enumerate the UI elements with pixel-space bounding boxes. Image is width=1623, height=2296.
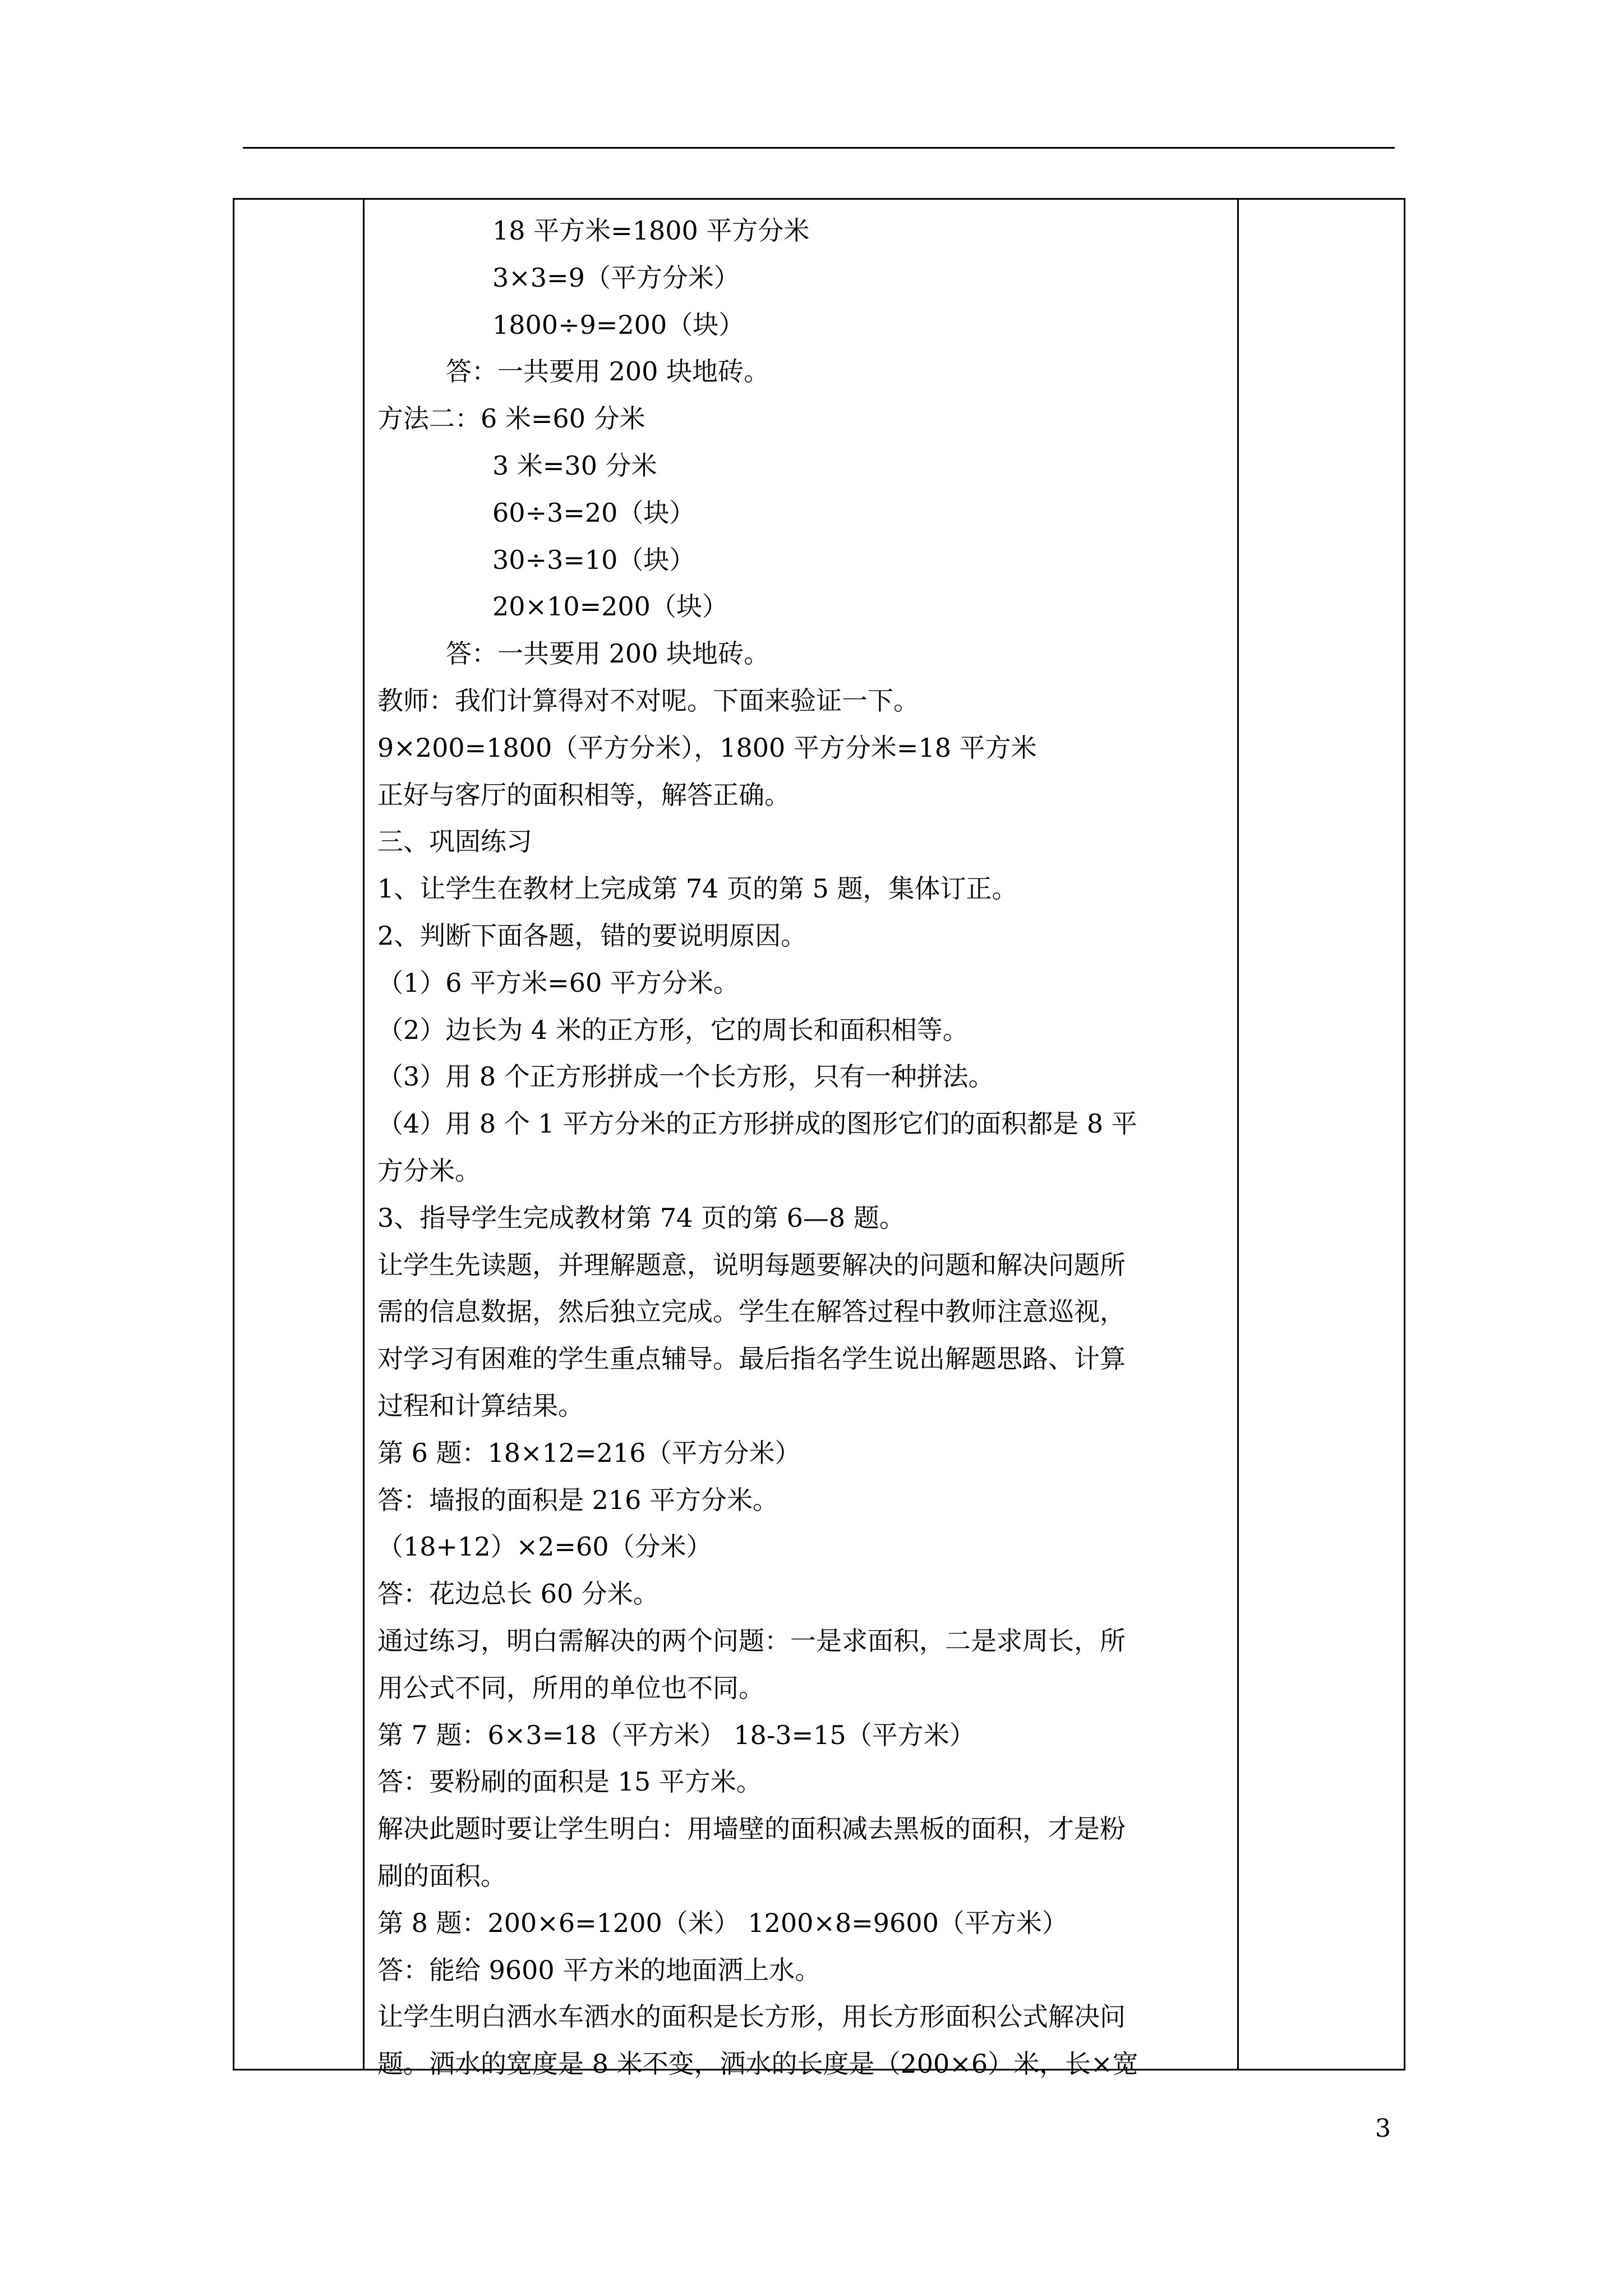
content-line: 让学生先读题，并理解题意，说明每题要解决的问题和解决问题所 — [377, 1249, 1126, 1280]
content-line: 18 平方米=1800 平方分米 — [492, 215, 810, 246]
content-line: 3、指导学生完成教材第 74 页的第 6—8 题。 — [377, 1202, 905, 1233]
content-line: 答：墙报的面积是 216 平方分米。 — [377, 1484, 779, 1515]
content-line: 30÷3=10（块） — [492, 544, 695, 575]
content-line: 第 6 题：18×12=216（平方分米） — [377, 1437, 801, 1468]
table-column-divider-left — [363, 200, 365, 2069]
content-line: 第 7 题：6×3=18（平方米） 18-3=15（平方米） — [377, 1719, 975, 1750]
content-line: 答：能给 9600 平方米的地面洒上水。 — [377, 1954, 821, 1985]
content-line: 三、巩固练习 — [377, 826, 532, 857]
content-line: 需的信息数据，然后独立完成。学生在解答过程中教师注意巡视， — [377, 1296, 1126, 1327]
content-line: 第 8 题：200×6=1200（米） 1200×8=9600（平方米） — [377, 1907, 1068, 1938]
content-line: 3 米=30 分米 — [492, 450, 657, 481]
page-number: 3 — [1375, 2114, 1391, 2143]
content-line: 通过练习，明白需解决的两个问题：一是求面积，二是求周长，所 — [377, 1626, 1126, 1656]
content-line: 3×3=9（平方分米） — [492, 262, 740, 293]
content-line: 2、判断下面各题，错的要说明原因。 — [377, 921, 807, 951]
content-line: 9×200=1800（平方分米），1800 平方分米=18 平方米 — [377, 732, 1037, 763]
content-line: （2）边长为 4 米的正方形，它的周长和面积相等。 — [377, 1014, 969, 1045]
content-line: 方分米。 — [377, 1156, 481, 1186]
content-line: （18+12）×2=60（分米） — [377, 1531, 712, 1562]
content-line: 答：一共要用 200 块地砖。 — [446, 356, 770, 387]
content-line: 题。洒水的宽度是 8 米不变，洒水的长度是（200×6）米，长×宽 — [377, 2049, 1138, 2079]
content-line: 解决此题时要让学生明白：用墙壁的面积减去黑板的面积，才是粉 — [377, 1814, 1126, 1844]
content-line: 60÷3=20（块） — [492, 497, 695, 528]
header-rule — [243, 147, 1395, 149]
content-line: 方法二：6 米=60 分米 — [377, 403, 645, 434]
content-line: 过程和计算结果。 — [377, 1391, 584, 1421]
content-line: 1800÷9=200（块） — [492, 309, 745, 340]
content-line: 1、让学生在教材上完成第 74 页的第 5 题，集体订正。 — [377, 873, 1018, 904]
content-line: 教师：我们计算得对不对呢。下面来验证一下。 — [377, 685, 919, 716]
content-line: （3）用 8 个正方形拼成一个长方形，只有一种拼法。 — [377, 1061, 994, 1092]
content-line: 用公式不同，所用的单位也不同。 — [377, 1672, 764, 1703]
content-line: （1）6 平方米=60 平方分米。 — [377, 967, 739, 998]
table-column-divider-right — [1237, 200, 1239, 2069]
content-line: 答：一共要用 200 块地砖。 — [446, 638, 770, 669]
content-line: 答：要粉刷的面积是 15 平方米。 — [377, 1766, 762, 1797]
content-line: 答：花边总长 60 分米。 — [377, 1579, 659, 1609]
content-line: 对学习有困难的学生重点辅导。最后指名学生说出解题思路、计算 — [377, 1343, 1126, 1374]
content-line: 20×10=200（块） — [492, 591, 728, 622]
content-line: （4）用 8 个 1 平方分米的正方形拼成的图形它们的面积都是 8 平 — [377, 1108, 1137, 1139]
content-line: 刷的面积。 — [377, 1861, 506, 1891]
content-line: 正好与客厅的面积相等，解答正确。 — [377, 779, 790, 810]
content-line: 让学生明白洒水车洒水的面积是长方形，用长方形面积公式解决问 — [377, 2001, 1126, 2032]
